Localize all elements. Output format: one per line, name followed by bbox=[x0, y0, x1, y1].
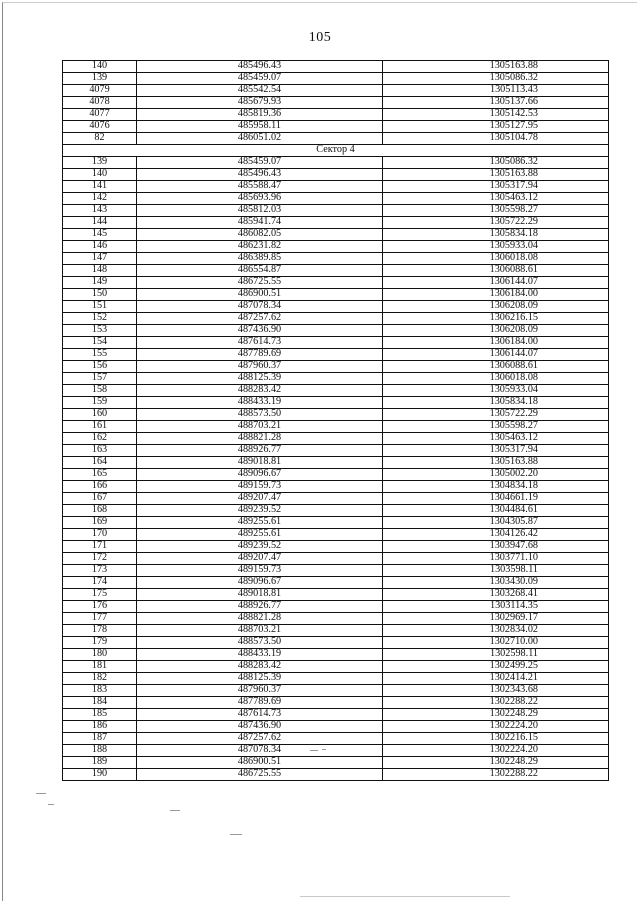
table-row bbox=[63, 469, 609, 481]
x-coordinate-cell: 489096.67 bbox=[137, 577, 383, 589]
y-coordinate-cell: 1302834.02 bbox=[383, 625, 609, 637]
point-number-cell: 162 bbox=[63, 433, 137, 445]
point-number-cell: 140 bbox=[63, 169, 137, 181]
x-coordinate-cell: 485496.43 bbox=[137, 61, 383, 73]
y-coordinate-cell: 1306088.61 bbox=[383, 265, 609, 277]
y-coordinate-cell: 1305163.88 bbox=[383, 61, 609, 73]
x-coordinate-cell: 486725.55 bbox=[137, 277, 383, 289]
x-coordinate-cell: 485812.03 bbox=[137, 205, 383, 217]
x-coordinate-cell: 486900.51 bbox=[137, 289, 383, 301]
y-coordinate-cell: 1303114.35 bbox=[383, 601, 609, 613]
table-row bbox=[63, 565, 609, 577]
x-coordinate-cell: 488125.39 bbox=[137, 673, 383, 685]
x-coordinate-cell: 486554.87 bbox=[137, 265, 383, 277]
y-coordinate-cell: 1306208.09 bbox=[383, 325, 609, 337]
scan-mark bbox=[300, 896, 510, 897]
table-row bbox=[63, 685, 609, 697]
table-row bbox=[63, 637, 609, 649]
y-coordinate-cell: 1303268.41 bbox=[383, 589, 609, 601]
point-number-cell: 152 bbox=[63, 313, 137, 325]
table-row bbox=[63, 517, 609, 529]
point-number-cell: 82 bbox=[63, 133, 137, 145]
y-coordinate-cell: 1305127.95 bbox=[383, 121, 609, 133]
table-row bbox=[63, 505, 609, 517]
table-row bbox=[63, 529, 609, 541]
point-number-cell: 183 bbox=[63, 685, 137, 697]
y-coordinate-cell: 1306088.61 bbox=[383, 361, 609, 373]
table-row bbox=[63, 73, 609, 85]
point-number-cell: 179 bbox=[63, 637, 137, 649]
table-row bbox=[63, 205, 609, 217]
table-row bbox=[63, 697, 609, 709]
table-row bbox=[63, 85, 609, 97]
point-number-cell: 146 bbox=[63, 241, 137, 253]
table-row bbox=[63, 193, 609, 205]
x-coordinate-cell: 487614.73 bbox=[137, 337, 383, 349]
point-number-cell: 4077 bbox=[63, 109, 137, 121]
y-coordinate-cell: 1305317.94 bbox=[383, 445, 609, 457]
y-coordinate-cell: 1305463.12 bbox=[383, 433, 609, 445]
point-number-cell: 177 bbox=[63, 613, 137, 625]
point-number-cell: 139 bbox=[63, 157, 137, 169]
y-coordinate-cell: 1305933.04 bbox=[383, 385, 609, 397]
x-coordinate-cell: 486389.85 bbox=[137, 253, 383, 265]
table-row bbox=[63, 409, 609, 421]
y-coordinate-cell: 1302288.22 bbox=[383, 697, 609, 709]
point-number-cell: 163 bbox=[63, 445, 137, 457]
scan-mark bbox=[310, 750, 318, 751]
table-row bbox=[63, 97, 609, 109]
point-number-cell: 168 bbox=[63, 505, 137, 517]
x-coordinate-cell: 488821.28 bbox=[137, 613, 383, 625]
scan-mark bbox=[230, 834, 242, 835]
point-number-cell: 158 bbox=[63, 385, 137, 397]
point-number-cell: 174 bbox=[63, 577, 137, 589]
table-row bbox=[63, 481, 609, 493]
scan-mark bbox=[36, 793, 46, 794]
x-coordinate-cell: 485941.74 bbox=[137, 217, 383, 229]
x-coordinate-cell: 489159.73 bbox=[137, 481, 383, 493]
point-number-cell: 176 bbox=[63, 601, 137, 613]
table-row bbox=[63, 613, 609, 625]
point-number-cell: 144 bbox=[63, 217, 137, 229]
x-coordinate-cell: 486725.55 bbox=[137, 769, 383, 781]
point-number-cell: 189 bbox=[63, 757, 137, 769]
table-row bbox=[63, 757, 609, 769]
table-row bbox=[63, 265, 609, 277]
point-number-cell: 150 bbox=[63, 289, 137, 301]
y-coordinate-cell: 1302499.25 bbox=[383, 661, 609, 673]
y-coordinate-cell: 1304661.19 bbox=[383, 493, 609, 505]
y-coordinate-cell: 1305598.27 bbox=[383, 421, 609, 433]
y-coordinate-cell: 1305104.78 bbox=[383, 133, 609, 145]
point-number-cell: 155 bbox=[63, 349, 137, 361]
point-number-cell: 159 bbox=[63, 397, 137, 409]
table-row bbox=[63, 589, 609, 601]
table-row bbox=[63, 577, 609, 589]
y-coordinate-cell: 1305722.29 bbox=[383, 409, 609, 421]
point-number-cell: 187 bbox=[63, 733, 137, 745]
y-coordinate-cell: 1306144.07 bbox=[383, 277, 609, 289]
point-number-cell: 160 bbox=[63, 409, 137, 421]
x-coordinate-cell: 489018.81 bbox=[137, 589, 383, 601]
x-coordinate-cell: 485459.07 bbox=[137, 73, 383, 85]
y-coordinate-cell: 1305598.27 bbox=[383, 205, 609, 217]
x-coordinate-cell: 485542.54 bbox=[137, 85, 383, 97]
point-number-cell: 169 bbox=[63, 517, 137, 529]
x-coordinate-cell: 486231.82 bbox=[137, 241, 383, 253]
y-coordinate-cell: 1306018.08 bbox=[383, 373, 609, 385]
y-coordinate-cell: 1305163.88 bbox=[383, 457, 609, 469]
x-coordinate-cell: 485496.43 bbox=[137, 169, 383, 181]
point-number-cell: 188 bbox=[63, 745, 137, 757]
x-coordinate-cell: 488821.28 bbox=[137, 433, 383, 445]
y-coordinate-cell: 1306018.08 bbox=[383, 253, 609, 265]
table-row bbox=[63, 721, 609, 733]
coordinates-table bbox=[62, 60, 609, 781]
x-coordinate-cell: 485588.47 bbox=[137, 181, 383, 193]
table-row bbox=[63, 181, 609, 193]
x-coordinate-cell: 488926.77 bbox=[137, 601, 383, 613]
sector-header-row bbox=[63, 145, 609, 157]
point-number-cell: 181 bbox=[63, 661, 137, 673]
point-number-cell: 153 bbox=[63, 325, 137, 337]
x-coordinate-cell: 485459.07 bbox=[137, 157, 383, 169]
point-number-cell: 167 bbox=[63, 493, 137, 505]
point-number-cell: 186 bbox=[63, 721, 137, 733]
point-number-cell: 166 bbox=[63, 481, 137, 493]
y-coordinate-cell: 1305137.66 bbox=[383, 97, 609, 109]
point-number-cell: 161 bbox=[63, 421, 137, 433]
y-coordinate-cell: 1305002.20 bbox=[383, 469, 609, 481]
table-row bbox=[63, 61, 609, 73]
x-coordinate-cell: 487960.37 bbox=[137, 361, 383, 373]
x-coordinate-cell: 489018.81 bbox=[137, 457, 383, 469]
coordinates-table-body bbox=[63, 61, 609, 781]
table-row bbox=[63, 397, 609, 409]
x-coordinate-cell: 489207.47 bbox=[137, 553, 383, 565]
point-number-cell: 190 bbox=[63, 769, 137, 781]
table-row bbox=[63, 601, 609, 613]
scan-mark bbox=[170, 810, 180, 811]
x-coordinate-cell: 488433.19 bbox=[137, 649, 383, 661]
x-coordinate-cell: 487257.62 bbox=[137, 733, 383, 745]
x-coordinate-cell: 488926.77 bbox=[137, 445, 383, 457]
y-coordinate-cell: 1304305.87 bbox=[383, 517, 609, 529]
y-coordinate-cell: 1302598.11 bbox=[383, 649, 609, 661]
table-row bbox=[63, 553, 609, 565]
point-number-cell: 178 bbox=[63, 625, 137, 637]
y-coordinate-cell: 1303947.68 bbox=[383, 541, 609, 553]
point-number-cell: 157 bbox=[63, 373, 137, 385]
point-number-cell: 156 bbox=[63, 361, 137, 373]
y-coordinate-cell: 1302710.00 bbox=[383, 637, 609, 649]
point-number-cell: 148 bbox=[63, 265, 137, 277]
table-row bbox=[63, 421, 609, 433]
table-row bbox=[63, 325, 609, 337]
sector-label: Сектор 4 bbox=[63, 145, 609, 157]
table-row bbox=[63, 361, 609, 373]
y-coordinate-cell: 1302224.20 bbox=[383, 745, 609, 757]
x-coordinate-cell: 488283.42 bbox=[137, 385, 383, 397]
y-coordinate-cell: 1306216.15 bbox=[383, 313, 609, 325]
table-row bbox=[63, 433, 609, 445]
x-coordinate-cell: 485679.93 bbox=[137, 97, 383, 109]
point-number-cell: 185 bbox=[63, 709, 137, 721]
table-row bbox=[63, 745, 609, 757]
point-number-cell: 175 bbox=[63, 589, 137, 601]
y-coordinate-cell: 1305086.32 bbox=[383, 73, 609, 85]
y-coordinate-cell: 1302969.17 bbox=[383, 613, 609, 625]
point-number-cell: 147 bbox=[63, 253, 137, 265]
y-coordinate-cell: 1304834.18 bbox=[383, 481, 609, 493]
y-coordinate-cell: 1305834.18 bbox=[383, 397, 609, 409]
point-number-cell: 180 bbox=[63, 649, 137, 661]
point-number-cell: 149 bbox=[63, 277, 137, 289]
table-row bbox=[63, 385, 609, 397]
table-row bbox=[63, 313, 609, 325]
y-coordinate-cell: 1302248.29 bbox=[383, 709, 609, 721]
x-coordinate-cell: 488703.21 bbox=[137, 625, 383, 637]
point-number-cell: 145 bbox=[63, 229, 137, 241]
x-coordinate-cell: 485819.36 bbox=[137, 109, 383, 121]
x-coordinate-cell: 489255.61 bbox=[137, 517, 383, 529]
y-coordinate-cell: 1305463.12 bbox=[383, 193, 609, 205]
x-coordinate-cell: 488125.39 bbox=[137, 373, 383, 385]
table-row bbox=[63, 541, 609, 553]
y-coordinate-cell: 1303598.11 bbox=[383, 565, 609, 577]
y-coordinate-cell: 1305317.94 bbox=[383, 181, 609, 193]
x-coordinate-cell: 487436.90 bbox=[137, 721, 383, 733]
point-number-cell: 4078 bbox=[63, 97, 137, 109]
table-row bbox=[63, 277, 609, 289]
table-row bbox=[63, 649, 609, 661]
table-row bbox=[63, 217, 609, 229]
y-coordinate-cell: 1305163.88 bbox=[383, 169, 609, 181]
point-number-cell: 151 bbox=[63, 301, 137, 313]
y-coordinate-cell: 1306144.07 bbox=[383, 349, 609, 361]
page-number: 105 bbox=[308, 30, 332, 45]
table-row bbox=[63, 673, 609, 685]
x-coordinate-cell: 487078.34 bbox=[137, 745, 383, 757]
point-number-cell: 143 bbox=[63, 205, 137, 217]
x-coordinate-cell: 489239.52 bbox=[137, 541, 383, 553]
table-row bbox=[63, 169, 609, 181]
x-coordinate-cell: 489096.67 bbox=[137, 469, 383, 481]
point-number-cell: 4076 bbox=[63, 121, 137, 133]
y-coordinate-cell: 1302288.22 bbox=[383, 769, 609, 781]
point-number-cell: 170 bbox=[63, 529, 137, 541]
y-coordinate-cell: 1305142.53 bbox=[383, 109, 609, 121]
x-coordinate-cell: 488703.21 bbox=[137, 421, 383, 433]
table-row bbox=[63, 349, 609, 361]
y-coordinate-cell: 1304126.42 bbox=[383, 529, 609, 541]
table-row bbox=[63, 769, 609, 781]
x-coordinate-cell: 485693.96 bbox=[137, 193, 383, 205]
x-coordinate-cell: 487614.73 bbox=[137, 709, 383, 721]
point-number-cell: 139 bbox=[63, 73, 137, 85]
table-row bbox=[63, 253, 609, 265]
point-number-cell: 154 bbox=[63, 337, 137, 349]
x-coordinate-cell: 487789.69 bbox=[137, 349, 383, 361]
table-row bbox=[63, 457, 609, 469]
y-coordinate-cell: 1305113.43 bbox=[383, 85, 609, 97]
y-coordinate-cell: 1305086.32 bbox=[383, 157, 609, 169]
x-coordinate-cell: 488573.50 bbox=[137, 637, 383, 649]
x-coordinate-cell: 486082.05 bbox=[137, 229, 383, 241]
x-coordinate-cell: 489207.47 bbox=[137, 493, 383, 505]
table-row bbox=[63, 121, 609, 133]
table-row bbox=[63, 301, 609, 313]
y-coordinate-cell: 1306184.00 bbox=[383, 337, 609, 349]
table-row bbox=[63, 229, 609, 241]
point-number-cell: 173 bbox=[63, 565, 137, 577]
y-coordinate-cell: 1302248.29 bbox=[383, 757, 609, 769]
x-coordinate-cell: 489159.73 bbox=[137, 565, 383, 577]
y-coordinate-cell: 1304484.61 bbox=[383, 505, 609, 517]
table-row bbox=[63, 733, 609, 745]
x-coordinate-cell: 488573.50 bbox=[137, 409, 383, 421]
x-coordinate-cell: 486051.02 bbox=[137, 133, 383, 145]
table-row bbox=[63, 493, 609, 505]
point-number-cell: 164 bbox=[63, 457, 137, 469]
x-coordinate-cell: 487789.69 bbox=[137, 697, 383, 709]
x-coordinate-cell: 489239.52 bbox=[137, 505, 383, 517]
table-row bbox=[63, 445, 609, 457]
x-coordinate-cell: 487436.90 bbox=[137, 325, 383, 337]
y-coordinate-cell: 1302224.20 bbox=[383, 721, 609, 733]
table-row bbox=[63, 289, 609, 301]
x-coordinate-cell: 489255.61 bbox=[137, 529, 383, 541]
y-coordinate-cell: 1305722.29 bbox=[383, 217, 609, 229]
table-row bbox=[63, 373, 609, 385]
x-coordinate-cell: 486900.51 bbox=[137, 757, 383, 769]
table-row bbox=[63, 241, 609, 253]
point-number-cell: 184 bbox=[63, 697, 137, 709]
table-row bbox=[63, 625, 609, 637]
y-coordinate-cell: 1303430.09 bbox=[383, 577, 609, 589]
point-number-cell: 140 bbox=[63, 61, 137, 73]
x-coordinate-cell: 488283.42 bbox=[137, 661, 383, 673]
scan-mark bbox=[48, 804, 54, 805]
point-number-cell: 142 bbox=[63, 193, 137, 205]
y-coordinate-cell: 1303771.10 bbox=[383, 553, 609, 565]
table-row bbox=[63, 157, 609, 169]
point-number-cell: 141 bbox=[63, 181, 137, 193]
y-coordinate-cell: 1305933.04 bbox=[383, 241, 609, 253]
scan-mark bbox=[322, 749, 326, 750]
point-number-cell: 4079 bbox=[63, 85, 137, 97]
point-number-cell: 182 bbox=[63, 673, 137, 685]
x-coordinate-cell: 485958.11 bbox=[137, 121, 383, 133]
y-coordinate-cell: 1306184.00 bbox=[383, 289, 609, 301]
point-number-cell: 171 bbox=[63, 541, 137, 553]
table-row bbox=[63, 661, 609, 673]
y-coordinate-cell: 1302216.15 bbox=[383, 733, 609, 745]
y-coordinate-cell: 1302343.68 bbox=[383, 685, 609, 697]
table-row bbox=[63, 337, 609, 349]
x-coordinate-cell: 487078.34 bbox=[137, 301, 383, 313]
x-coordinate-cell: 487257.62 bbox=[137, 313, 383, 325]
point-number-cell: 172 bbox=[63, 553, 137, 565]
y-coordinate-cell: 1305834.18 bbox=[383, 229, 609, 241]
y-coordinate-cell: 1302414.21 bbox=[383, 673, 609, 685]
table-row bbox=[63, 109, 609, 121]
point-number-cell: 165 bbox=[63, 469, 137, 481]
y-coordinate-cell: 1306208.09 bbox=[383, 301, 609, 313]
table-row bbox=[63, 133, 609, 145]
x-coordinate-cell: 487960.37 bbox=[137, 685, 383, 697]
table-row bbox=[63, 709, 609, 721]
x-coordinate-cell: 488433.19 bbox=[137, 397, 383, 409]
